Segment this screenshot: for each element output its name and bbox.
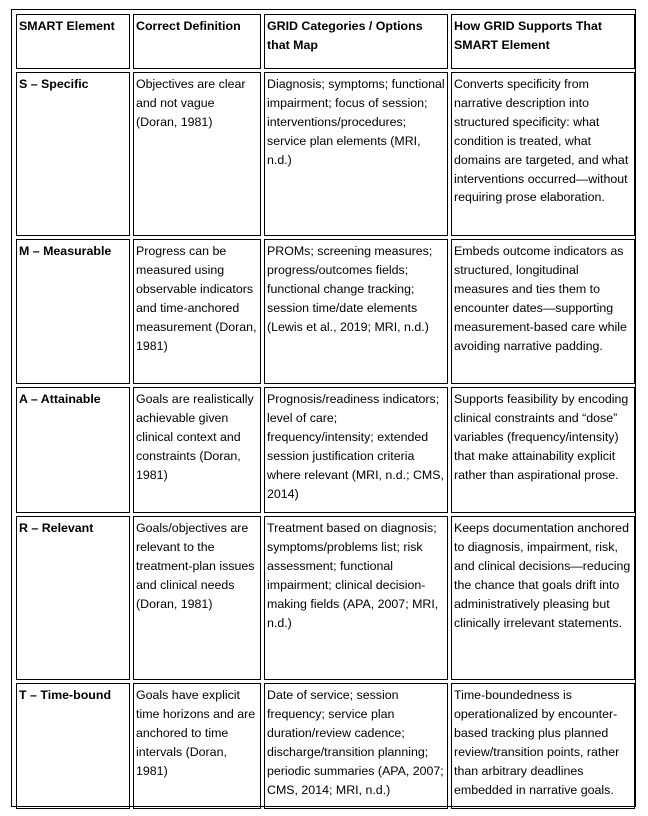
row-definition: Objectives are clear and not vague (Doran, 1981) bbox=[133, 72, 261, 236]
row-grid-support: Keeps documentation anchored to diagnosis, impairment, risk, and clinical decisions—reducing the chance that goals drift into administratively pleasing but clinically irrelevant statements. bbox=[451, 516, 635, 680]
row-element: M – Measurable bbox=[16, 239, 130, 384]
smart-grid-table bbox=[13, 11, 638, 812]
row-element: A – Attainable bbox=[16, 387, 130, 513]
row-definition: Progress can be measured using observable indicators and time-anchored measurement (Doran, 1981) bbox=[133, 239, 261, 384]
table-row bbox=[16, 387, 635, 513]
table-row bbox=[16, 72, 635, 236]
row-grid-support: Embeds outcome indicators as structured, longitudinal measures and ties them to encounter dates—supporting measurement-based care while avoiding narrative padding. bbox=[451, 239, 635, 384]
header-smart-element: SMART Element bbox=[16, 14, 130, 69]
row-definition: Goals are realistically achievable given clinical context and constraints (Doran, 1981) bbox=[133, 387, 261, 513]
row-grid-categories: PROMs; screening measures; progress/outcomes fields; functional change tracking; session time/date elements (Lewis et al., 2019; MRI, n.d.) bbox=[264, 239, 448, 384]
header-row bbox=[16, 14, 635, 69]
table-row bbox=[16, 683, 635, 809]
header-grid-support: How GRID Supports That SMART Element bbox=[451, 14, 635, 69]
table-row bbox=[16, 516, 635, 680]
row-element: R – Relevant bbox=[16, 516, 130, 680]
header-grid-categories: GRID Categories / Options that Map bbox=[264, 14, 448, 69]
row-grid-categories: Date of service; session frequency; service plan duration/review cadence; discharge/transition planning; periodic summaries (APA, 2007; CMS, 2014; MRI, n.d.) bbox=[264, 683, 448, 809]
row-element: S – Specific bbox=[16, 72, 130, 236]
row-element: T – Time-bound bbox=[16, 683, 130, 809]
row-grid-support: Supports feasibility by encoding clinical constraints and “dose” variables (frequency/intensity) that make attainability explicit rather than aspirational prose. bbox=[451, 387, 635, 513]
row-definition: Goals have explicit time horizons and are anchored to time intervals (Doran, 1981) bbox=[133, 683, 261, 809]
header-correct-definition: Correct Definition bbox=[133, 14, 261, 69]
row-grid-support: Converts specificity from narrative description into structured specificity: what condition is treated, what domains are targeted, and what interventions occurred—without requiring prose elaboration. bbox=[451, 72, 635, 236]
row-definition: Goals/objectives are relevant to the treatment-plan issues and clinical needs (Doran, 1981) bbox=[133, 516, 261, 680]
row-grid-categories: Diagnosis; symptoms; functional impairment; focus of session; interventions/procedures; service plan elements (MRI, n.d.) bbox=[264, 72, 448, 236]
row-grid-support: Time-boundedness is operationalized by encounter-based tracking plus planned review/transition points, rather than arbitrary deadlines embedded in narrative goals. bbox=[451, 683, 635, 809]
table-row bbox=[16, 239, 635, 384]
row-grid-categories: Prognosis/readiness indicators; level of care; frequency/intensity; extended session justification criteria where relevant (MRI, n.d.; CMS, 2014) bbox=[264, 387, 448, 513]
row-grid-categories: Treatment based on diagnosis; symptoms/problems list; risk assessment; functional impairment; clinical decision-making fields (APA, 2007; MRI, n.d.) bbox=[264, 516, 448, 680]
